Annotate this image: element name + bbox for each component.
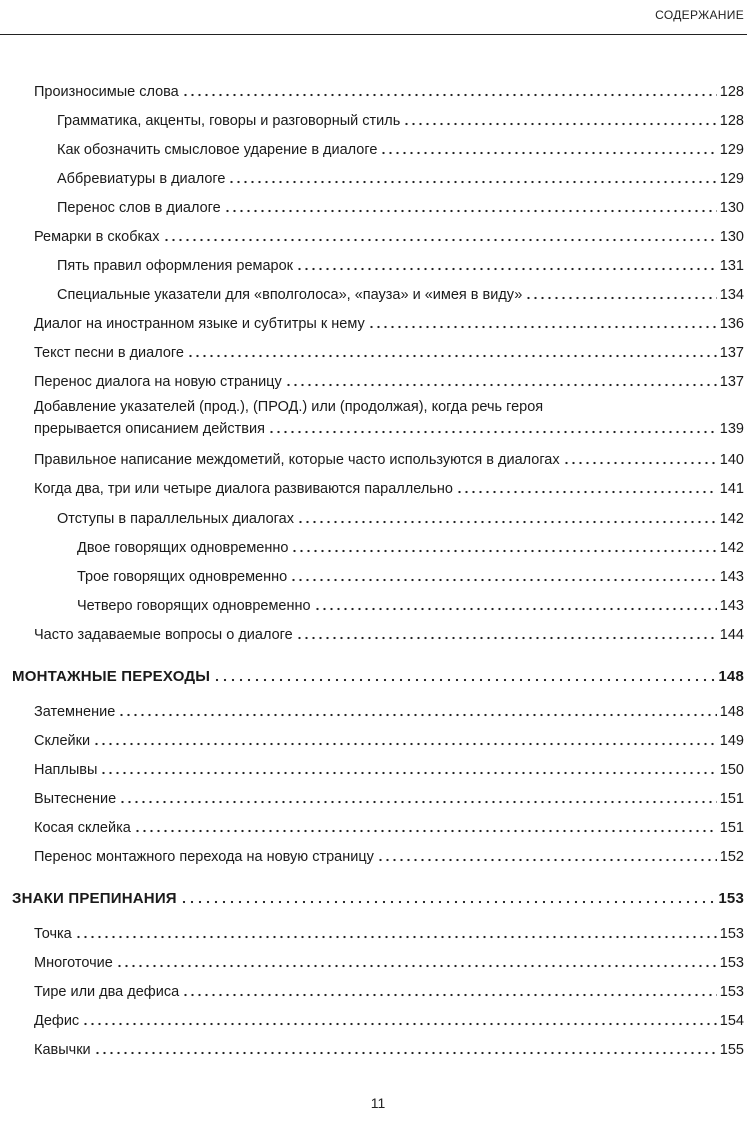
toc-entry-page: 136	[719, 316, 744, 332]
toc-entry-title: Текст песни в диалоге	[34, 345, 184, 361]
toc-entry-page: 140	[719, 452, 744, 468]
leader-dots	[368, 325, 717, 329]
toc-entry-title: Как обозначить смысловое ударение в диалоге	[57, 142, 378, 158]
toc-entry[interactable]	[34, 443, 744, 469]
toc-entry[interactable]	[34, 365, 744, 391]
toc-entry-page: 131	[719, 258, 744, 274]
toc-entry-title: Кавычки	[34, 1042, 91, 1058]
leader-dots	[134, 829, 717, 833]
toc-entry-page: 139	[719, 421, 744, 437]
leader-dots	[100, 771, 716, 775]
toc-chapter[interactable]	[12, 882, 744, 908]
toc-entry-page: 130	[719, 200, 744, 216]
toc-entry-title: Перенос слов в диалоге	[57, 200, 221, 216]
toc-entry[interactable]	[34, 946, 744, 972]
toc-entry[interactable]	[34, 472, 744, 498]
toc-entry[interactable]	[57, 133, 744, 159]
leader-dots	[93, 742, 717, 746]
toc-entry[interactable]	[34, 618, 744, 644]
toc-entry[interactable]	[57, 502, 744, 528]
leader-dots	[525, 296, 717, 300]
toc-entry[interactable]	[57, 104, 744, 130]
toc-entry-title: Затемнение	[34, 704, 116, 720]
leader-dots	[82, 1022, 717, 1026]
toc-entry-title: Многоточие	[34, 955, 113, 971]
toc-entry-title: Тире или два дефиса	[34, 984, 180, 1000]
toc-entry-title: Отступы в параллельных диалогах	[57, 511, 294, 527]
toc-entry-title: Когда два, три или четыре диалога развиваются параллельно	[34, 481, 453, 497]
toc-chapter-page: 153	[718, 890, 744, 907]
leader-dots	[180, 900, 716, 904]
toc-entry[interactable]	[77, 560, 744, 586]
toc-entry-title: Часто задаваемые вопросы о диалоге	[34, 627, 293, 643]
toc-entry-title: Диалог на иностранном языке и субтитры к нему	[34, 316, 365, 332]
leader-dots	[380, 151, 716, 155]
toc-entry[interactable]	[57, 162, 744, 188]
leader-dots	[403, 122, 717, 126]
toc-entry[interactable]	[34, 811, 744, 837]
toc-entry-title: Добавление указателей (прод.), (ПРОД.) или (продолжая), когда речь героя	[34, 399, 544, 415]
toc-entry-title: Аббревиатуры в диалоге	[57, 171, 226, 187]
toc-entry[interactable]	[34, 398, 744, 438]
toc-entry[interactable]	[34, 307, 744, 333]
leader-dots	[119, 800, 717, 804]
leader-dots	[163, 238, 717, 242]
toc-entry-title: Ремарки в скобках	[34, 229, 160, 245]
leader-dots	[187, 354, 717, 358]
leader-dots	[377, 858, 717, 862]
toc-entry[interactable]	[34, 1033, 744, 1059]
leader-dots	[297, 520, 717, 524]
toc-entry-title: Склейки	[34, 733, 91, 749]
toc-entry-page: 137	[719, 345, 744, 361]
leader-dots	[224, 209, 717, 213]
toc-chapter[interactable]	[12, 660, 744, 686]
header-rule	[0, 34, 747, 35]
toc-entry-page: 155	[719, 1042, 744, 1058]
toc-entry[interactable]	[34, 336, 744, 362]
leader-dots	[94, 1051, 717, 1055]
toc-entry-title: Перенос диалога на новую страницу	[34, 374, 282, 390]
leader-dots	[285, 383, 717, 387]
leader-dots	[182, 993, 717, 997]
leader-dots	[75, 935, 717, 939]
toc-entry[interactable]	[34, 840, 744, 866]
toc-entry-title: Четверо говорящих одновременно	[77, 598, 311, 614]
toc-entry-page: 150	[719, 762, 744, 778]
leader-dots	[268, 430, 717, 434]
toc-entry[interactable]	[57, 278, 744, 304]
toc-entry[interactable]	[34, 75, 744, 101]
running-header: СОДЕРЖАНИЕ	[655, 8, 744, 22]
toc-entry-page: 148	[719, 704, 744, 720]
toc-entry-title: Дефис	[34, 1013, 80, 1029]
toc-entry-title: Трое говорящих одновременно	[77, 569, 288, 585]
toc-entry-page: 151	[719, 791, 744, 807]
toc-entry[interactable]	[77, 531, 744, 557]
toc-entry-title: Косая склейка	[34, 820, 131, 836]
toc-entry-page: 129	[719, 142, 744, 158]
toc-entry[interactable]	[34, 975, 744, 1001]
toc-entry-page: 129	[719, 171, 744, 187]
toc-entry-page: 152	[719, 849, 744, 865]
toc-entry-page: 153	[719, 955, 744, 971]
leader-dots	[296, 636, 717, 640]
leader-dots	[296, 267, 717, 271]
toc-entry-title: Правильное написание междометий, которые часто используются в диалогах	[34, 452, 560, 468]
leader-dots	[118, 713, 717, 717]
toc-entry-page: 149	[719, 733, 744, 749]
toc-entry[interactable]	[57, 191, 744, 217]
toc-entry-title: Произносимые слова	[34, 84, 179, 100]
toc-entry-title-continued: прерывается описанием действия	[34, 421, 265, 437]
toc-entry-title: Вытеснение	[34, 791, 117, 807]
toc-entry[interactable]	[34, 1004, 744, 1030]
toc-entry[interactable]	[34, 724, 744, 750]
leader-dots	[228, 180, 716, 184]
leader-dots	[456, 490, 717, 494]
toc-entry-page: 153	[719, 984, 744, 1000]
toc-entry-title: Двое говорящих одновременно	[77, 540, 289, 556]
toc-entry[interactable]	[34, 753, 744, 779]
toc-entry[interactable]	[34, 917, 744, 943]
leader-dots	[314, 607, 717, 611]
toc-entry-page: 143	[719, 569, 744, 585]
toc-entry[interactable]	[34, 782, 744, 808]
toc-entry-page: 144	[719, 627, 744, 643]
leader-dots	[182, 93, 717, 97]
toc-entry-page: 142	[719, 511, 744, 527]
toc-entry-page: 137	[719, 374, 744, 390]
toc-entry-page: 151	[719, 820, 744, 836]
toc-entry-page: 141	[719, 481, 744, 497]
toc-entry-title: Пять правил оформления ремарок	[57, 258, 294, 274]
toc-entry-title: Специальные указатели для «вполголоса», «пауза» и «имея в виду»	[57, 287, 523, 303]
toc-entry[interactable]	[34, 695, 744, 721]
leader-dots	[116, 964, 717, 968]
toc-entry-title: Точка	[34, 926, 72, 942]
toc-entry-page: 134	[719, 287, 744, 303]
toc-entry-title: Грамматика, акценты, говоры и разговорный стиль	[57, 113, 401, 129]
toc-entry[interactable]	[77, 589, 744, 615]
toc-chapter-title: ЗНАКИ ПРЕПИНАНИЯ	[12, 890, 177, 907]
leader-dots	[290, 578, 717, 582]
toc-entry-title: Наплывы	[34, 762, 98, 778]
toc-entry-page: 143	[719, 598, 744, 614]
toc-entry-page: 128	[719, 113, 744, 129]
toc-entry[interactable]	[34, 220, 744, 246]
leader-dots	[291, 549, 716, 553]
toc-entry-page: 142	[719, 540, 744, 556]
toc-chapter-title: МОНТАЖНЫЕ ПЕРЕХОДЫ	[12, 668, 211, 685]
leader-dots	[563, 461, 717, 465]
toc-entry-page: 130	[719, 229, 744, 245]
toc-entry-page: 128	[719, 84, 744, 100]
toc-chapter-page: 148	[718, 668, 744, 685]
toc-entry[interactable]	[57, 249, 744, 275]
toc-entry-page: 153	[719, 926, 744, 942]
toc-entry-page: 154	[719, 1013, 744, 1029]
page-number: 11	[370, 1095, 386, 1111]
leader-dots	[213, 678, 715, 682]
toc-entry-title: Перенос монтажного перехода на новую страницу	[34, 849, 374, 865]
